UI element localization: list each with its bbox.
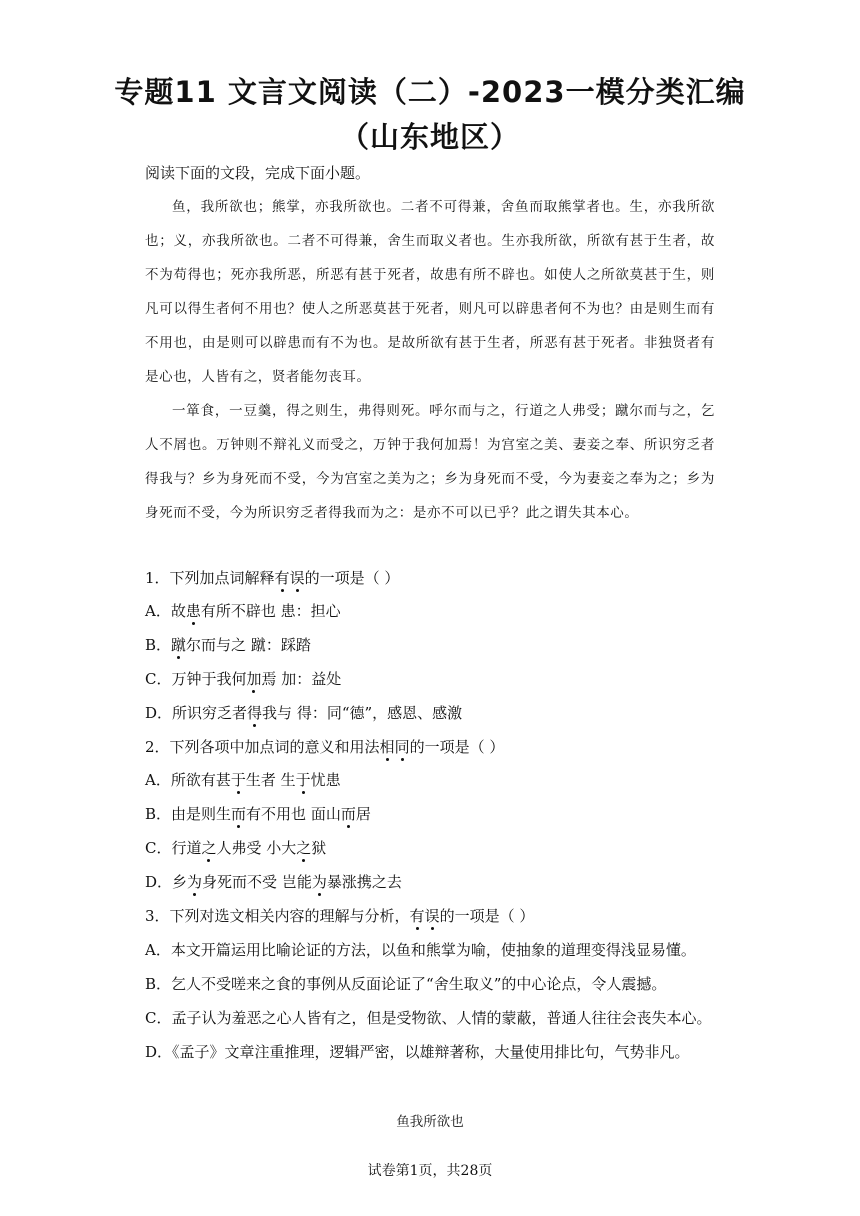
question-2-option-b[interactable]: B．由是则生而有不用也 面山而居 — [145, 805, 371, 823]
passage-paragraph-2: 一箪食，一豆羹，得之则生，弗得则死。呼尔而与之，行道之人弗受；蹴尔而与之，乞人不屑也。万钟则不辩礼义而受之，万钟于我何加焉！为宫室之美、妻妾之奉、所识穷乏者得我与？乡为身死而不受，今为宫室之美为之；乡为身死而不受，今为妻妾之奉为之；乡为身死而不受，今为所识穷乏者得我而为之：是亦不可以已乎？此之谓失其本心。 — [145, 403, 715, 521]
emphasis-dot: 相 — [379, 738, 395, 756]
emphasis-dot: 误 — [289, 569, 305, 587]
question-2-option-d[interactable]: D．乡为身死而不受 岂能为暴涨携之去 — [145, 873, 402, 891]
question-3-stem: 3．下列对选文相关内容的理解与分析，有误的一项是（ ） — [145, 907, 535, 925]
dotted-word: 为 — [311, 873, 327, 891]
passage-paragraph-1: 鱼，我所欲也；熊掌，亦我所欲也。二者不可得兼，舍鱼而取熊掌者也。生，亦我所欲也；义，亦我所欲也。二者不可得兼，舍生而取义者也。生亦我所欲，所欲有甚于生者，故不为苟得也；死亦我所恶，所恶有甚于死者，故患有所不辟也。如使人之所欲莫甚于生，则凡可以得生者何不用也？使人之所恶莫甚于死者，则凡可以辟患者何不为也？由是则生而有不用也，由是则可以辟患而有不为也。是故所欲有甚于生者，所恶有甚于死者。非独贤者有是心也，人皆有之，贤者能勿丧耳。 — [145, 199, 715, 385]
dotted-word: 之 — [201, 839, 217, 857]
question-3-option-d[interactable]: D．《孟子》文章注重推理，逻辑严密，以雄辩著称，大量使用排比句，气势非凡。 — [145, 1043, 690, 1061]
emphasis-dot: 同 — [394, 738, 410, 756]
passage — [145, 190, 715, 530]
question-2-option-a[interactable]: A．所欲有甚于生者 生于忧患 — [145, 771, 341, 789]
dotted-word: 为 — [187, 873, 203, 891]
page-title: 专题11 文言文阅读（二）-2023一模分类汇编（山东地区） — [114, 75, 746, 154]
dotted-word: 加 — [246, 670, 262, 688]
dotted-word: 于 — [295, 771, 311, 789]
dotted-word: 得 — [247, 704, 263, 722]
dotted-word: 而 — [231, 805, 247, 823]
question-1-option-a[interactable]: A．故患有所不辟也 患：担心 — [145, 602, 341, 620]
emphasis-dot: 有 — [409, 907, 425, 925]
dotted-word: 蹴 — [171, 636, 187, 654]
instruction: 阅读下面的文段，完成下面小题。 — [145, 164, 371, 182]
question-3-option-b[interactable]: B．乞人不受嗟来之食的事例从反面论证了“舍生取义”的中心论点，令人震撼。 — [145, 975, 667, 993]
question-2-stem: 2．下列各项中加点词的意义和用法相同的一项是（ ） — [145, 738, 505, 756]
dotted-word: 而 — [340, 805, 356, 823]
question-1-option-d[interactable]: D．所识穷乏者得我与 得：同“德”，感恩、感激 — [145, 704, 463, 722]
question-1-option-c[interactable]: C．万钟于我何加焉 加：益处 — [145, 670, 342, 688]
emphasis-dot: 有 — [274, 569, 290, 587]
question-1-stem: 1．下列加点词解释有误的一项是（ ） — [145, 569, 400, 587]
question-3-option-c[interactable]: C．孟子认为羞恶之心人皆有之，但是受物欲、人情的蒙蔽，普通人往往会丧失本心。 — [145, 1009, 712, 1027]
question-1-option-b[interactable]: B．蹴尔而与之 蹴：踩踏 — [145, 636, 311, 654]
question-2-option-c[interactable]: C．行道之人弗受 小大之狱 — [145, 839, 327, 857]
dotted-word: 之 — [296, 839, 312, 857]
page-footer: 试卷第1页，共28页 — [367, 1163, 493, 1179]
dotted-word: 于 — [230, 771, 246, 789]
emphasis-dot: 误 — [424, 907, 440, 925]
dotted-word: 患 — [185, 602, 201, 620]
question-3-option-a[interactable]: A．本文开篇运用比喻论证的方法，以鱼和熊掌为喻，使抽象的道理变得浅显易懂。 — [145, 941, 696, 959]
section-title: 鱼我所欲也 — [396, 1114, 464, 1130]
